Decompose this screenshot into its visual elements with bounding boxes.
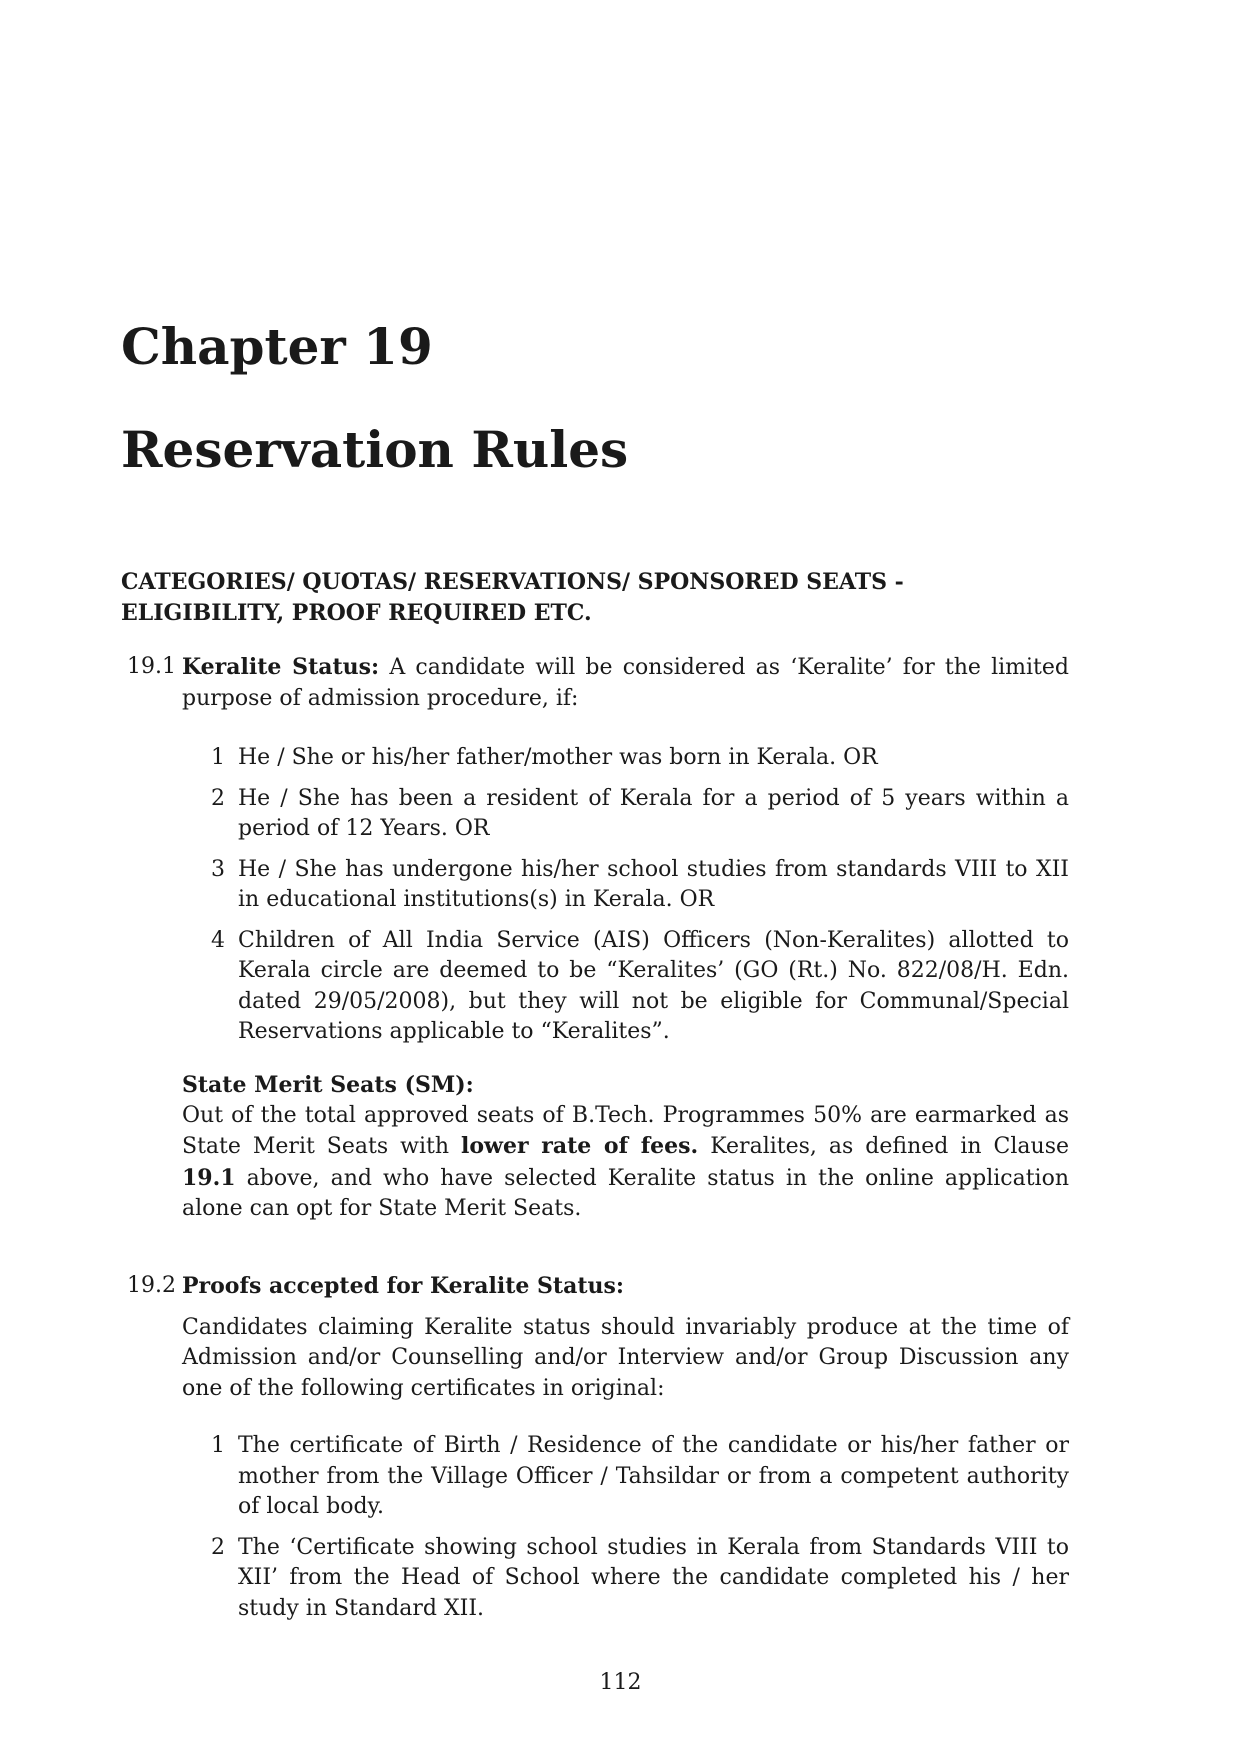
- proof-certificates-list: [205, 1431, 1069, 1634]
- keralite-criteria-list: [205, 743, 1069, 1058]
- clause-19-2: [121, 1271, 1069, 1404]
- list-number: 4: [211, 927, 225, 953]
- clause-body: [182, 652, 1069, 714]
- list-number: 2: [211, 1534, 225, 1560]
- list-item: [205, 743, 1069, 774]
- state-merit-section: [182, 1070, 1069, 1225]
- clause-intro: Candidates claiming Keralite status should invariably produce at the time of Admission and/or Counselling and/or Interview and/or Group Discussion any one of the following certificates in original:: [182, 1314, 1069, 1401]
- list-item: [205, 855, 1069, 916]
- text-run-bold: lower rate of fees.: [461, 1133, 699, 1159]
- list-number: 2: [211, 785, 225, 811]
- clause-reference: 19.1: [182, 1164, 236, 1191]
- page-number: 112: [599, 1670, 642, 1695]
- section-heading: CATEGORIES/ QUOTAS/ RESERVATIONS/ SPONSORED SEATS - ELIGIBILITY, PROOF REQUIRED ETC.: [121, 569, 904, 626]
- text-run: above, and who have selected Keralite status in the online application alone can opt for State Merit Seats.: [182, 1165, 1069, 1221]
- clause-number: 19.1: [127, 654, 176, 679]
- list-text: He / She has been a resident of Kerala for a period of 5 years within a period of 12 Years. OR: [238, 785, 1069, 841]
- list-text: He / She or his/her father/mother was born in Kerala. OR: [238, 745, 878, 770]
- clause-intro: A candidate will be considered as ‘Keralite’ for the limited purpose of admission procedure, if:: [182, 655, 1069, 711]
- list-item: [205, 1431, 1069, 1523]
- clause-title: Proofs accepted for Keralite Status:: [182, 1273, 624, 1299]
- text-run: Out of the total approved seats of B.Tech. Programmes 50% are earmarked as State Merit Seats with: [182, 1102, 1069, 1159]
- text-run: Keralites, as defined in Clause: [698, 1134, 1069, 1159]
- list-item: [205, 926, 1069, 1048]
- clause-number: 19.2: [127, 1273, 176, 1298]
- list-text: He / She has undergone his/her school studies from standards VIII to XII in educational institutions(s) in Kerala. OR: [238, 856, 1069, 912]
- state-merit-heading: State Merit Seats (SM):: [182, 1072, 474, 1098]
- clause-title: Keralite Status:: [182, 654, 380, 680]
- list-text: The ‘Certificate showing school studies in Kerala from Standards VIII to XII’ from the Head of School where the candidate completed his / her study in Standard XII.: [238, 1534, 1069, 1621]
- list-text: Children of All India Service (AIS) Officers (Non-Keralites) allotted to Kerala circle are deemed to be “Keralites’ (GO (Rt.) No. 822/08/H. Edn. dated 29/05/2008), but they will not be eligible for Communal/Special Reservations applicable to “Keralites”.: [238, 927, 1069, 1044]
- list-number: 3: [211, 856, 225, 882]
- chapter-label: Chapter 19: [121, 317, 433, 376]
- state-merit-text: [182, 1101, 1069, 1225]
- list-item: [205, 784, 1069, 845]
- list-number: 1: [211, 1433, 225, 1458]
- chapter-title: Reservation Rules: [121, 420, 629, 479]
- list-item: [205, 1533, 1069, 1625]
- list-number: 1: [211, 745, 225, 770]
- list-text: The certificate of Birth / Residence of the candidate or his/her father or mother from the Village Officer / Tahsildar or from a competent authority of local body.: [238, 1433, 1069, 1519]
- clause-19-1: [121, 652, 1069, 714]
- clause-body: [182, 1271, 1069, 1303]
